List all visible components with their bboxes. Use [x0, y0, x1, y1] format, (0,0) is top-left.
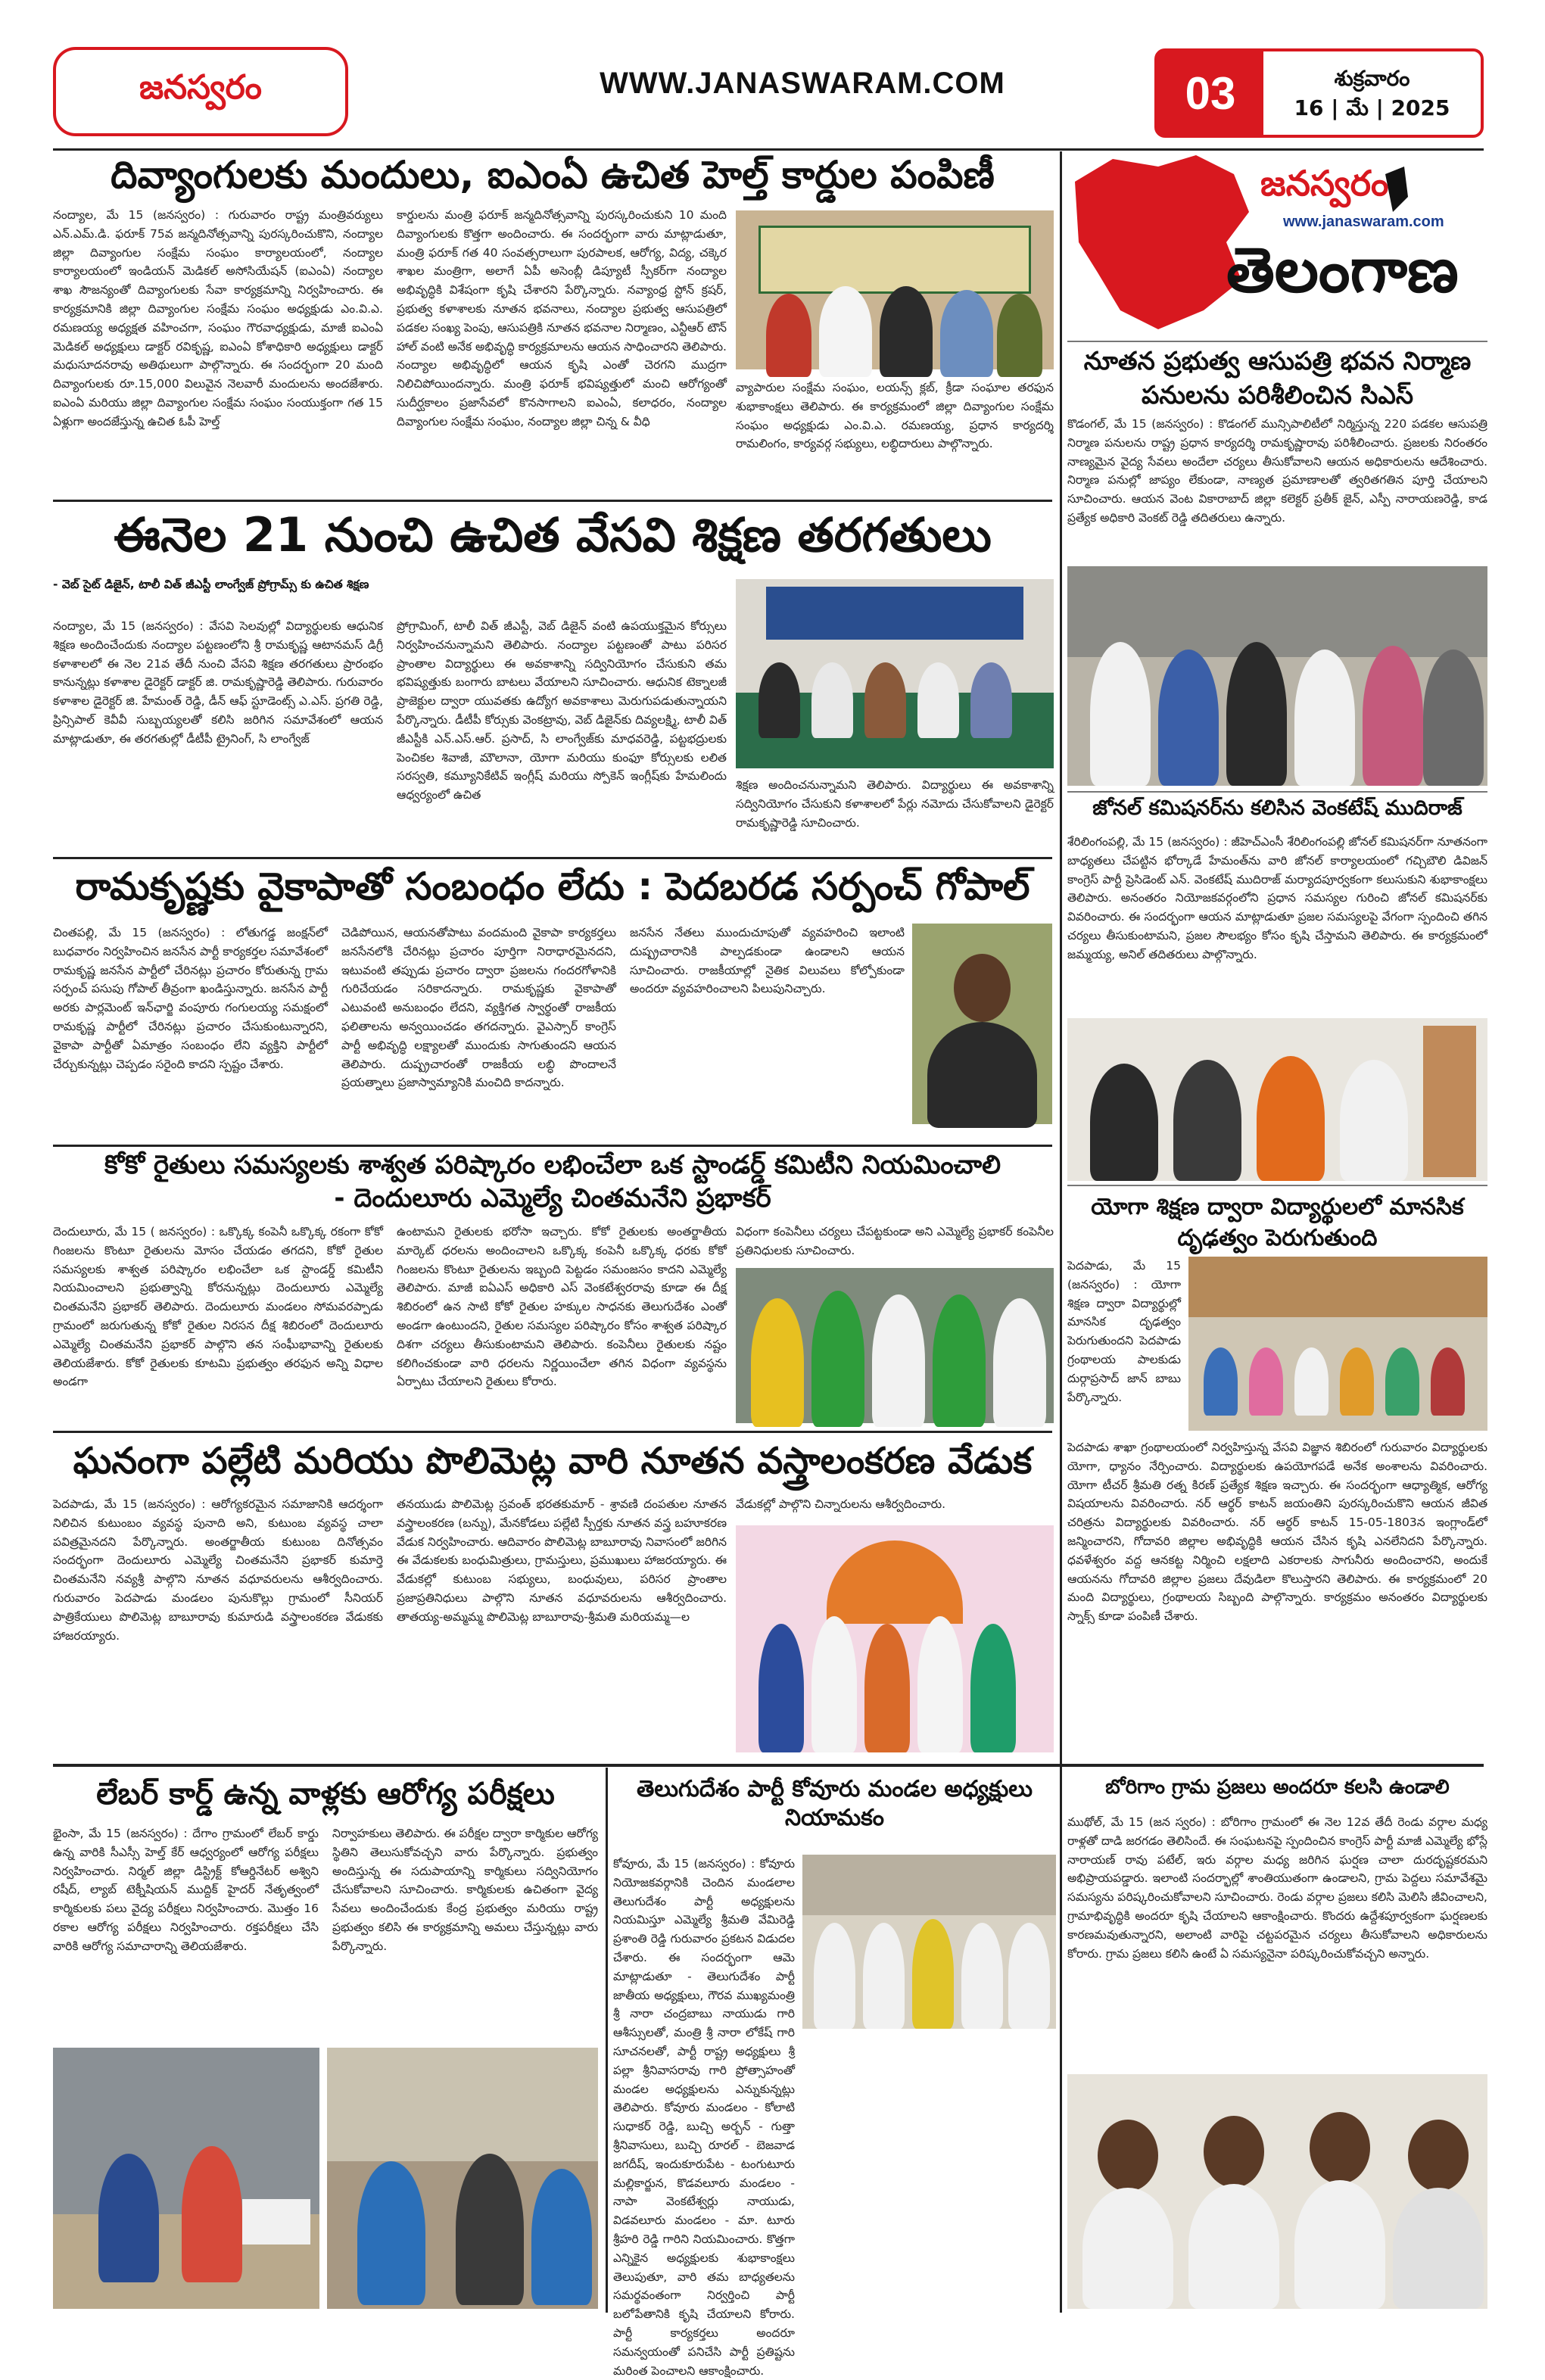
story2-col3: శిక్షణ అందించనున్నామని తెలిపారు. విద్యార్థులు ఈ అవకాశాన్ని సద్వినియోగం చేసుకుని కళాశాలలో పేర్లు నమోదు చేసుకోవాలని డైరెక్టర్ రామకృష్ణారెడ్డి సూచించారు. — [736, 778, 1054, 830]
side2-headline: జోనల్ కమిషనర్‌ను కలిసిన వెంకటేష్ ముదిరాజ్ — [1092, 796, 1462, 820]
story6-body — [53, 1824, 598, 2040]
story4-col3: విధంగా కంపెనీలు చర్యలు చేపట్టకుండా అని ఎమ్మెల్యే ప్రభాకర్ కంపెనీల ప్రతినిధులకు సూచించారు. — [736, 1225, 1054, 1257]
story2-subhead: - వెబ్ సైట్ డిజైన్, టాలీ విత్ జీఎస్టీ లాంగ్వేజ్ ప్రోగ్రామ్స్ కు ఉచిత శిక్షణ — [53, 578, 369, 591]
side3-photo — [1188, 1257, 1487, 1431]
story4-headline-line2: - దెందులూరు ఎమ్మెల్యే చింతమనేని ప్రభాకర్ — [334, 1183, 771, 1213]
story2-col2: ప్రోగ్రామింగ్, టాలీ విత్ జీఎస్టీ, వెబ్ డిజైన్ వంటి ఉపయుక్తమైన కోర్సులు నిర్వహించనున్నామని తెలిపారు. నంద్యాల పట్టణంతో పాటు పరిసర ప్రాంతాల విద్యార్థులు ఈ అవకాశాన్ని సద్వినియోగం చేసుకుని తమ భవిష్యత్తుకు బంగారు బాటలు వేయాలని సూచించారు. ఆధునిక టెక్నాలజీ ప్రాజెక్టుల ద్వారా యువతకు ఉద్యోగ అవకాశాలు మెరుగుపడుతున్నాయని పేర్కొన్నారు. డీటీపీ కోర్సుకు వెంకట్రావు, వెబ్ డిజైన్‌కు దివ్యలక్ష్మి, టాలీ విత్ జీఎస్టీకి ఎన్.ఎస్.ఆర్. ప్రసాద్, సి లాంగ్వేజ్‌కు మాధవరెడ్డి, పట్టభద్రులకు పెంచికల శివాజీ, మౌలానా, యోగా మరియు కుంఫూ కోర్సులకు లలిత సరస్వతి, కమ్యూనికేటివ్ ఇంగ్లీష్ మరియు స్పోకెన్ ఇంగ్లీష్‌కు హేమలిందు ఆధ్వర్యంలో ఉచిత — [397, 619, 727, 802]
story4-col2: ఉంటామని రైతులకు భరోసా ఇచ్చారు. కోకో రైతులకు అంతర్జాతీయ మార్కెట్ ధరలను అందించాలని ఒక్కొక్క కంపెనీ ఒక్కొక్క ధరకు కోకో గింజలను కొంటూ రైతులను ఇబ్బంది పెట్టడం సమంజసం కాదని ఎమ్మెల్యే తెలిపారు. మాజీ ఐఏఎస్ అధికారి ఎస్ వెంకటేశ్వరరావు కూడా ఈ దీక్ష శిబిరంలో ఉన సాటి కోకో రైతుల హక్కుల సాధనకు తెలుగుదేశం ఎంతో అండగా ఉంటుందని, రైతుల సమస్యల పరిష్కారం కోసం శాశ్వత పరిష్కార దిశగా చర్యలు తీసుకుంటామని తెలిపారు. కంపెనీలు రైతులకు నష్టం కలిగించకుండా వారి ధరలను నిర్ణయించేలా తగిన విధంగా వ్యవస్థను ఏర్పాటు చేయాలని రైతులు కోరారు. — [397, 1225, 727, 1389]
story7-photo — [802, 1855, 1056, 2029]
banner — [766, 587, 1023, 640]
story4-headline-line1: కోకో రైతులు సమస్యలకు శాశ్వత పరిష్కారం లభించేలా ఒక స్టాండర్డ్ కమిటీని నియమించాలి — [104, 1150, 1001, 1180]
paper-name-box — [53, 47, 348, 136]
banner — [758, 226, 1031, 294]
weekday: శుక్రవారం — [1334, 65, 1410, 91]
story5-col3: వేడుకల్లో పాల్గొని చిన్నారులను ఆశీర్వదించారు. — [736, 1497, 946, 1511]
page-date-block — [1263, 51, 1481, 135]
story5-col1: పెదపాడు, మే 15 (జనస్వరం) : ఆరోగ్యకరమైన సమాజానికి ఆదర్శంగా నిలిచిన కుటుంబం వ్యవస్థ పునాది అని, కుటుంబ వ్యవస్థ చాలా పవిత్రమైనదని పేర్కొన్నారు. అంతర్జాతీయ కుటుంబ దినోత్సవం సందర్భంగా దెందులూరు ఎమ్మెల్యే చింతమనేని ప్రభాకర్ కుమార్తె చింతమనేని నవ్యశ్రీ పాల్గొని నూతన వధూవరులను ఆశీర్వదించారు. గురువారం పెదపాడు మండలం పునుకొల్లు గ్రామంలో సీనియర్ పాత్రికేయులు పొలిమెట్ల బాబూరావు కుమారుడి వస్త్రాలంకరణ వేడుకకు హాజరయ్యారు. — [53, 1497, 383, 1643]
story3-headline: రామకృష్ణకు వైకాపాతో సంబంధం లేదు : పెదబరడ సర్పంచ్ గోపాల్ — [75, 864, 1030, 908]
telangana-section-logo — [1067, 151, 1487, 337]
story8-headline: బోరిగాం గ్రామ ప్రజలు అందరూ కలసి ఉండాలి — [1105, 1776, 1450, 1799]
side3-body: పెదపాడు శాఖా గ్రంథాలయంలో నిర్వహిస్తున్న వేసవి విజ్ఞాన శిబిరంలో గురువారం విద్యార్థులకు యోగా, ధ్యానం నేర్పించారు. విద్యార్థులకు ఉపయోగపడే అనేక అంశాలను వివరించారు. యోగా టీచర్ శ్రీమతి రత్న కిరణ్ ప్రత్యేక శిక్షణ ఇచ్చారు. ఈ సందర్భంగా ఆధ్యాత్మిక, ఆరోగ్య విషయాలను వివరించారు. నర్ ఆర్థర్ కాటన్ జయంతిని పురస్కరించుకొని ఆయన జీవిత చరిత్రను విద్యార్థులకు వివరించారు. నర్ ఆర్థర్ కాటన్ 15-05-1803న ఇంగ్లాండ్‌లో జన్మించారని, గోదావరి జిల్లాల అభివృద్ధికి ఆయన చేసిన కృషి ఎనలేనిదని పేర్కొన్నారు. ధవళేశ్వరం వద్ద ఆనకట్ట నిర్మించి లక్షలాది ఎకరాలకు సాగునీరు అందించారని, అందుకే ఆయనను గోదావరి జిల్లాల ప్రజలు దేవుడిలా కొలుస్తారని తెలిపారు. ఈ కార్యక్రమంలో 20 మంది విద్యార్థులు, గ్రంథాలయ సిబ్బంది పాల్గొన్నారు. కార్యక్రమం అనంతరం విద్యార్థులకు స్నాక్స్ కూడా పంపిణీ చేశారు. — [1067, 1441, 1487, 1624]
side2-body: శేరిలింగంపల్లి, మే 15 (జనస్వరం) : జీహెచ్ఎంసీ శేరిలింగంపల్లి జోనల్ కమిషనర్‌గా నూతనంగా బాధ్యతలు చేపట్టిన భోర్కాడే హేమంత్‌ను వారి జోనల్ కార్యాలయంలో గచ్చిబౌలి డివిజన్ కాంగ్రెస్ పార్టీ ప్రెసిడెంట్ ఎన్. వెంకటేష్ ముదిరాజ్ మర్యాదపూర్వకంగా కలుసుకుని శుభాకాంక్షలు తెలిపారు. అనంతరం నియోజకవర్గంలోని ప్రధాన సమస్యల గురించి జోనల్ కమిషనర్‌కు వివరించారు. ఈ సందర్భంగా ఆయన మాట్లాడుతూ ప్రజల సమస్యలపై వేగంగా స్పందించి తగిన చర్యలు తీసుకుంటామని, ప్రజల సౌలభ్యం కోసం కృషి చేస్తామని తెలిపారు. ఈ కార్యక్రమంలో జమ్మయ్య, అనిల్ తదితరులు పాల్గొన్నారు. — [1067, 835, 1487, 961]
story2-col1: నంద్యాల, మే 15 (జనస్వరం) : వేసవి సెలవుల్లో విద్యార్థులకు ఆధునిక శిక్షణ అందించేందుకు నంద్యాల పట్టణంలోని శ్రీ రామకృష్ణ ఆటానమస్ డిగ్రీ కళాశాలలో ఈ నెల 21వ తేదీ నుంచి వేసవి శిక్షణ తరగతులు ప్రారంభం కానున్నట్లు కళాశాల డైరెక్టర్ డాక్టర్ జి. రామకృష్ణారెడ్డి తెలిపారు. గురువారం కళాశాల డైరెక్టర్ జి. హేమంత్ రెడ్డి, డీన్ ఆఫ్ స్టూడెంట్స్ ఎ.ఎస్. ప్రగతి రెడ్డి, ప్రిన్సిపాల్ కెవీవీ సుబ్బయ్యలతో కలిసి జరిగిన సమావేశంలో ఆయన మాట్లాడుతూ, ఈ తరగతుల్లో డీటీపీ ట్రైనింగ్, సి లాంగ్వేజ్ — [53, 619, 383, 746]
story2-photo — [736, 579, 1054, 768]
sidebar-rule-2 — [1067, 791, 1487, 793]
story5-headline: ఘనంగా పల్లేటి మరియు పొలిమెట్ల వారి నూతన వస్త్రాలంకరణ వేడుక — [73, 1440, 1033, 1482]
story1-rule — [53, 500, 1052, 502]
sidebar-rule-1 — [1067, 341, 1487, 342]
bottom-divider-2 — [1060, 1768, 1062, 2313]
story1-photo — [736, 210, 1054, 369]
story3-col2: చెడిపోయిన, ఆయనతోపాటు వందమంది వైకాపా కార్యకర్తలు జనసేనలోకి చేరినట్లు ప్రచారం పూర్తిగా నిరాధారమైనదని, ఇటువంటి తప్పుడు ప్రచారం ద్వారా ప్రజలను గందరగోళానికి గురిచేయడం సరికాదన్నారు. రామకృష్ణకు వైకాపాతో ఎటువంటి అనుబంధం లేదని, వ్యక్తిగత స్వార్థంతో రాజకీయ ఫలితాలను అన్వయించడం తగదన్నారు. వైఎస్సార్ కాంగ్రెస్ పార్టీ అభివృద్ధి లక్ష్యాలతో ముందుకు సాగుతుందని ఆయన తెలిపారు. దుష్ప్రచారంతో రాజకీయ లబ్ధి పొందాలనే ప్రయత్నాలు ప్రజాస్వామ్యానికి మంచిది కాదన్నారు. — [341, 926, 616, 1090]
side3-headline: యోగా శిక్షణ ద్వారా విద్యార్థులలో మానసిక దృఢత్వం పెరుగుతుంది — [1091, 1194, 1464, 1251]
site-url[interactable]: WWW.JANASWARAM.COM — [600, 67, 1005, 100]
section-logo-text: జనస్వరం — [1260, 163, 1389, 204]
story1-col2: కార్డులను మంత్రి ఫరూక్ జన్మదినోత్సవాన్ని పురస్కరించుకుని 10 మంది దివ్యాంగులకు కొత్తగా అందించారు. ఈ సందర్భంగా వారు మాట్లాడుతూ, మంత్రి ఫరూక్ గత 40 సంవత్సరాలుగా పురపాలక, ఆరోగ్య, విద్య, చక్కెర శాఖల మంత్రిగా, అలాగే ఏపీ అసెంబ్లీ డిప్యూటీ స్పీకర్‌గా నంద్యాల అభివృద్ధికి విశేషంగా కృషి చేశారని పేర్కొన్నారు. నవ్యాంధ్ర స్టోన్ క్రషర్, ప్రభుత్వ కళాశాలకు నూతన భవనాలు, నంద్యాల ప్రభుత్వ ఆసుపత్రిలో పడకల సంఖ్య పెంపు, ఆసుపత్రికి నూతన భవనాల నిర్మాణం, ఎన్టీఆర్ టౌన్ హాల్ వంటి అనేక అభివృద్ధి కార్యక్రమాలను ఆయన సాధించారని తెలిపారు. నంద్యాల అభివృద్ధిలో ఆయన కృషి ఎంతో చెరగని ముద్రగా నిలిచిపోయిందన్నారు. మంత్రి ఫరూక్ భవిష్యత్తులో మంచి ఆరోగ్యంతో సుదీర్ఘకాలం ప్రజాసేవలో కొనసాగాలని ఐఎంఏ, కలాధరం, నంద్యాల దివ్యాంగుల సంక్షేమ సంఘం, నంద్యాల జిల్లా చిన్న & వీధి — [397, 208, 727, 428]
story3-portrait — [912, 924, 1052, 1124]
masthead-rule — [53, 148, 1484, 151]
story4-body — [53, 1223, 727, 1419]
story8-photo — [1067, 2074, 1487, 2309]
story5-body — [53, 1495, 727, 1752]
story3-rule — [53, 1145, 1052, 1147]
issue-date: 16 | మే | 2025 — [1294, 95, 1450, 120]
story5-col2: తనయుడు పొలిమెట్ల స్రవంత్ భరతకుమార్ - శ్రావణి దంపతుల నూతన వస్త్రాలంకరణ (బన్ను), మేనకోడలు పల్లేటి స్పీర్తకు నూతన వస్త్ర బహూకరణ వేడుక నిర్వహించారు. ఆదివారం పొలిమెట్ల బాబూరావు నివాసంలో జరిగిన ఈ వేడుకలకు బంధుమిత్రులు, గ్రామస్తులు, ప్రముఖులు హాజరయ్యారు. ఈ వేడుకల్లో కుటుంబ సభ్యులు, బంధువులు, పరిసర ప్రాంతాల ప్రజాప్రతినిధులు పాల్గొని నూతన వధూవరులను ఆశీర్వదించారు. తాతయ్య-అమ్మమ్మ పొలిమెట్ల బాబూరావు-శ్రీమతి మరియమ్మ—ల — [397, 1497, 727, 1624]
story7-headline: తెలుగుదేశం పార్టీ కోవూరు మండల అధ్యక్షులు నియామకం — [637, 1776, 1033, 1831]
story6-col1: భైంసా, మే 15 (జనస్వరం) : దేగాం గ్రామంలో లేబర్ కార్డు ఉన్న వారికి సీఎస్సీ హెల్త్ కేర్ ఆధ్వర్యంలో ఆరోగ్య పరీక్షలు నిర్వహించారు. నిర్మల్ జిల్లా డిస్ట్రిక్ట్ కోఆర్డినేటర్ అశ్విని రషీద్, ల్యాబ్ టెక్నీషియన్ ముద్దిక్ హైదర్ నేతృత్వంలో కార్మికులకు పలు వైద్య పరీక్షలు నిర్వహించారు. మొత్తం 16 రకాల ఆరోగ్య పరీక్షలు నిర్వహించారు. రక్తపరీక్షలు చేసి వారికి ఆరోగ్య సమాచారాన్ని తెలియజేశారు. — [53, 1827, 319, 1953]
story3-col3: జనసేన నేతలు ముందుచూపుతో వ్యవహరించి ఇలాంటి దుష్ప్రచారానికి పాల్పడకుండా ఉండాలని ఆయన సూచించారు. రాజకీయాల్లో నైతిక విలువలు కోల్పోకుండా అందరూ వ్యవహరించాలని పిలుపునిచ్చారు. — [630, 926, 905, 996]
story7-body-start: కోవూరు, మే 15 (జనస్వరం) : కోవూరు నియోజకవర్గానికి చెందిన మండలాల తెలుగుదేశం పార్టీ అధ్యక్షులను నియమిస్తూ ఎమ్మెల్యే శ్రీమతి వేమిరెడ్డి ప్రశాంతి రెడ్డి గురువారం ప్రకటన విడుదల చేశారు. ఈ సందర్భంగా ఆమె మాట్లాడుతూ - తెలుగుదేశం పార్టీ జాతీయ అధ్యక్షులు, గౌరవ ముఖ్యమంత్రి శ్రీ నారా చంద్రబాబు నాయుడు గారి ఆశీస్సులతో, మంత్రి శ్రీ నారా లోకేష్ గారి సూచనలతో, పార్టీ రాష్ట్ర అధ్యక్షులు శ్రీ పల్లా శ్రీనివాసరావు గారి ప్రోత్సాహంతో మండల అధ్యక్షులను ఎన్నుకున్నట్లు తెలిపారు. కోవూరు మండలం - కోలాటి సుధాకర్ రెడ్డి, బుచ్చి అర్బన్ - గుత్తా శ్రీనివాసులు, బుచ్చి రూరల్ - బెజవాడ జగదీష్, ఇందుకూరుపేట - టంగుటూరు మల్లికార్జున, కొడవలూరు మండలం - నాపా వెంకటేశ్వర్లు నాయుడు, విడవలూరు మండలం - మా. టూరు శ్రీహరి రెడ్డి గారిని నియమించారు. కొత్తగా ఎన్నికైన అధ్యక్షులకు శుభాకాంక్షలు తెలుపుతూ, వారి తమ బాధ్యతలను సమర్థవంతంగా నిర్వర్తించి పార్టీ బలోపేతానికి కృషి చేయాలని కోరారు. పార్టీ కార్యకర్తలు అందరూ సమన్వయంతో పనిచేసి పార్టీ ప్రతిష్టను మరింత పెంచాలని ఆకాంక్షించారు. — [613, 1857, 795, 2378]
story3-body — [53, 924, 905, 1143]
side1-photo — [1067, 566, 1487, 786]
story6-col2: నిర్వాహకులు తెలిపారు. ఈ పరీక్షల ద్వారా కార్మికుల ఆరోగ్య స్థితిని తెలుసుకోవచ్చని వారు పేర్కొన్నారు. ప్రభుత్వం అందిస్తున్న ఈ సదుపాయాన్ని కార్మికులు సద్వినియోగం చేసుకోవాలని సూచించారు. కార్మికులకు ఉచితంగా వైద్య సేవలు అందించేందుకు కేంద్ర ప్రభుత్వం మరియు రాష్ట్ర ప్రభుత్వం కలిసి ఈ కార్యక్రమాన్ని అమలు చేస్తున్నట్లు వారు పేర్కొన్నారు. — [332, 1827, 598, 1953]
story7-lead — [613, 1855, 795, 2378]
side2-photo — [1067, 1018, 1487, 1181]
page-number: 03 — [1157, 51, 1263, 135]
story1-body — [53, 206, 727, 494]
story4-col1: దెందులూరు, మే 15 ( జనస్వరం) : ఒక్కొక్క కంపెనీ ఒక్కొక్క రకంగా కోకో గింజలను కొంటూ రైతులను మోసం చేయడం తగదని, కోకో రైతుల సమస్యలకు శాశ్వత పరిష్కారం లభించేలా ఒక స్టాండర్డ్ కమిటీని నియమించాలని ప్రభుత్వాన్ని కోరనున్నట్లు దెందులూరు ఎమ్మెల్యే చింతమనేని ప్రభాకర్ తెలిపారు. దెందులూరు మండలం సోమవరప్పాడు గ్రామంలో జరుగుతున్న కోకో రైతుల నిరసన దీక్ష శిబిరంలో దెందులూరు ఎమ్మెల్యే చింతమనేని ప్రభాకర్ పాల్గొని తన సంఘీభావాన్ని రైతులకు తెలియజేశారు. కోకో రైతులకు కూటమి ప్రభుత్వం తరఫున అన్ని విధాల అండగా — [53, 1225, 383, 1389]
side1-headline: నూతన ప్రభుత్వ ఆసుపత్రి భవన నిర్మాణ పనులను పరిశీలించిన సిఎస్ — [1083, 346, 1472, 410]
story1-headline: దివ్యాంగులకు మందులు, ఐఎంఏ ఉచిత హెల్త్ కార్డుల పంపిణీ — [111, 153, 995, 197]
paper-name: జనస్వరం — [139, 68, 262, 107]
story2-headline: ఈనెల 21 నుంచి ఉచిత వేసవి శిక్షణ తరగతులు — [114, 507, 992, 562]
bottom-divider-1 — [606, 1768, 608, 2313]
story8-body: ముథోల్, మే 15 (జన స్వరం) : బోరిగాం గ్రామంలో ఈ నెల 12వ తేదీ రెండు వర్గాల మధ్య రాళ్లతో దాడి జరగడం తెలిసిందే. ఈ సంఘటనపై స్పందించిన కాంగ్రెస్ పార్టీ మాజీ ఎమ్మెల్యే భోస్లే నారాయణ్ రావు పటేల్, ఇరు వర్గాల మధ్య జరిగిన ఘర్షణ చాలా దురదృష్టకరమని అభిప్రాయపడ్డారు. ఇలాంటి సందర్భాల్లో శాంతియుతంగా ఉండాలని, గ్రామ పెద్దలు సమావేశమై సమస్యను పరిష్కరించుకోవాలని సూచించారు. రెండు వర్గాల ప్రజలు కలిసి మెలిసి జీవించాలని, గ్రామాభివృద్ధికి అందరూ కృషి చేయాలని ఆకాంక్షించారు. కొందరు ఉద్దేశపూర్వకంగా ఘర్షణలకు కారణమవుతున్నారని, అలాంటి వారిపై చట్టపరమైన చర్యలు తీసుకోవాలని అధికారులను కోరారు. గ్రామ ప్రజలు కలిసి ఉంటే ఏ సమస్యనైనా పరిష్కరించుకోవచ్చని అన్నారు. — [1067, 1815, 1487, 1961]
side3-lead: పెదపాడు, మే 15 (జనస్వరం) : యోగా శిక్షణ ద్వారా విద్యార్థుల్లో మానసిక దృఢత్వం పెరుగుతుందని పెదపాడు గ్రంథాలయ పాలకుడు దుర్గాప్రసాద్ జాన్ బాబు పేర్కొన్నారు. — [1067, 1259, 1181, 1404]
story6-photo-1 — [53, 2048, 319, 2309]
side1-body: కొడంగల్, మే 15 (జనస్వరం) : కొడంగల్ మున్సిపాలిటీలో నిర్మిస్తున్న 220 పడకల ఆసుపత్రి నిర్మాణ పనులను రాష్ట్ర ప్రధాన కార్యదర్శి రామకృష్ణారావు పరిశీలించారు. ప్రజలకు నిరంతరం నాణ్యమైన వైద్య సేవలు అందేలా చర్యలు తీసుకోవాలని ఆయన అధికారులను ఆదేశించారు. నిర్మాణ పనుల్లో జాప్యం లేకుండా, నాణ్యత ప్రమాణాలతో త్వరితగతిన పూర్తి చేయాలని సూచించారు. ఆయన వెంట వికారాబాద్ జిల్లా కలెక్టర్ ప్రతీక్ జైన్, ఎస్పీ నారాయణరెడ్డి, కాడ ప్రత్యేక అధికారి వెంకట్ రెడ్డి తదితరులు ఉన్నారు. — [1067, 417, 1487, 525]
sidebar-rule-3 — [1067, 1185, 1487, 1186]
story5-photo — [736, 1525, 1054, 1752]
story2-rule — [53, 857, 1052, 859]
story4-rule — [53, 1431, 1052, 1433]
bottom-section-rule — [53, 1764, 1484, 1767]
story1-col1: నంద్యాల, మే 15 (జనస్వరం) : గురువారం రాష్ట్ర మంత్రివర్యులు ఎన్.ఎమ్.డి. ఫరూక్ 75వ జన్మదినోత్సవాన్ని పురస్కరించుకొని, నంద్యాల జిల్లా దివ్యాంగుల సంక్షేమ సంఘం కార్యాలయంలో, నంద్యాల కార్యాలయంలో ఇండియన్ మెడికల్ అసోసియేషన్ (ఐఎంఏ) నంద్యాల శాఖ సౌజన్యంతో దివ్యాంగులకు సేవా కార్యక్రమాన్ని నిర్వహించారు. ఈ కార్యక్రమానికి జిల్లా దివ్యాంగుల సంక్షేమ సంఘం అధ్యక్షుడు ఎం.వి.ఎ. రమణయ్య అధ్యక్షత వహించగా, సంఘం గౌరవాధ్యక్షుడు, మాజీ ఐఎంఏ మెడికల్ అధ్యక్షులు డాక్టర్ రవికృష్ణ, ఐఎంఏ కోశాధికారి అధ్యక్షులు డాక్టర్ మధుసూదనరావు అతిథులుగా పాల్గొన్నారు. ఈ సందర్భంగా 20 మంది దివ్యాంగులకు రూ.15,000 విలువైన నెలవారీ మందులను అందజేశారు. ఐఎంఏ మరియు జిల్లా దివ్యాంగుల సంక్షేమ సంఘం సంయుక్తంగా గత 15 ఏళ్లుగా అందజేస్తున్న ఉచిత ఓపీ హెల్త్ — [53, 208, 383, 428]
state-title: తెలంగాణ — [1226, 235, 1459, 307]
story1-col3: వ్యాపారుల సంక్షేమ సంఘం, లయన్స్ క్లబ్, క్రీడా సంఘాల తరఫున శుభాకాంక్షలు తెలిపారు. ఈ కార్యక్రమంలో జిల్లా దివ్యాంగుల సంక్షేమ సంఘం అధ్యక్షుడు ఎం.వి.ఎ. రమణయ్య, ప్రధాన కార్యదర్శి రామలింగం, కార్యవర్గ సభ్యులు, లబ్ధిదారులు పాల్గొన్నారు. — [736, 381, 1054, 451]
story4-photo — [736, 1268, 1054, 1423]
story6-headline: లేబర్ కార్డ్ ఉన్న వాళ్లకు ఆరోగ్య పరీక్షలు — [96, 1777, 555, 1811]
story2-body — [53, 617, 727, 852]
section-logo-url: www.janaswaram.com — [1283, 213, 1444, 230]
story3-col1: చింతపల్లి, మే 15 (జనస్వరం) : లోతుగడ్డ జంక్షన్‌లో బుధవారం నిర్వహించిన జనసేన పార్టీ కార్యకర్తల సమావేశంలో రామకృష్ణ జనసేన పార్టీలో చేరినట్లు ప్రచారం కోరుతున్న గ్రామ సర్పంచ్ పసుపు గోపాల్ తీవ్రంగా ఖండిస్తున్నారు. జనసేన పార్టీ అరకు పార్లమెంట్ ఇన్‌ఛార్జి వంపూరు గంగులయ్య సమక్షంలో రామకృష్ణ పార్టీలో చేరినట్లు ప్రచారం చేసుకుంటున్నారని, వైకాపా పార్టీతో ఏమాత్రం సంబంధం లేని వ్యక్తిని పార్టీలో చేర్చుకున్నట్లు చెప్పడం సరైంది కాదని స్పష్టం చేశారు. — [53, 926, 328, 1071]
page-info-box — [1154, 48, 1484, 138]
story6-photo-2 — [327, 2048, 598, 2309]
